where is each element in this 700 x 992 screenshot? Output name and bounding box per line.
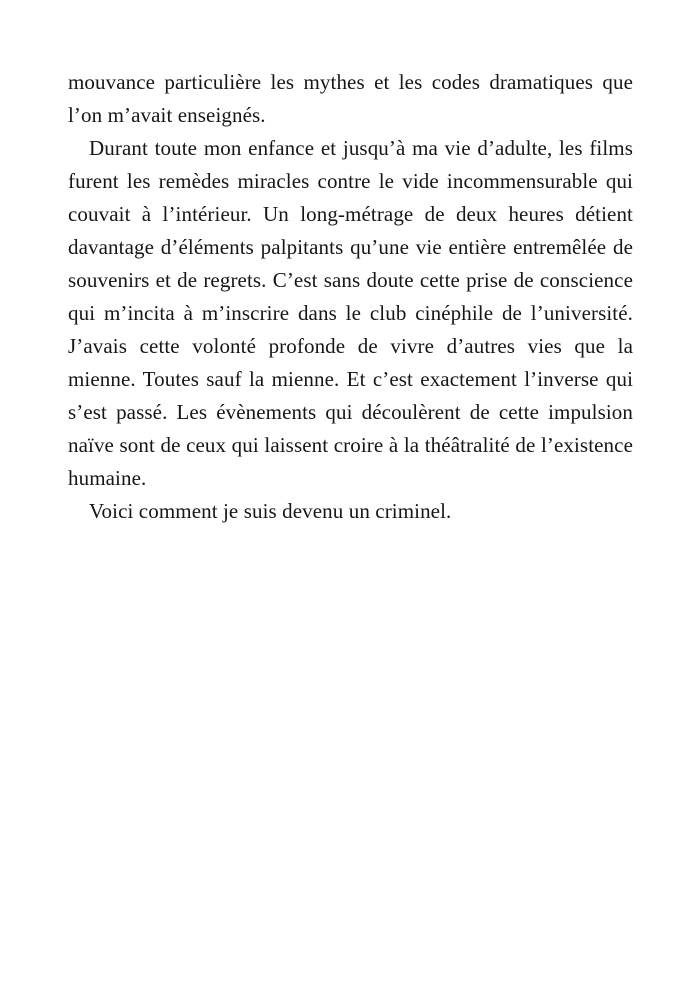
paragraph: Voici comment je suis devenu un criminel. [89,499,452,523]
paragraph: Durant toute mon enfance et jusqu’à ma vie d’adulte, les films furent les remèdes miracles contre le vide incommensurable qui couvait à l’intérieur. Un long-métrage de deux heures détient davantage d’éléments palpitants qu’une vie entière entremêlée de souvenirs et de regrets. C’est sans doute cette prise de conscience qui m’incita à m’inscrire dans le club cinéphile de l’université. J’avais cette volonté profonde de vivre d’autres vies que la mienne. Toutes sauf la mienne. Et c’est exactement l’inverse qui s’est passé. Les évènements qui découlèrent de cette impulsion naïve sont de ceux qui laissent croire à la théâtralité de l’existence humaine. [68,136,633,490]
paragraph: mouvance particulière les mythes et les codes dramatiques que l’on m’avait enseignés. [68,70,633,127]
text-block [68,66,633,528]
